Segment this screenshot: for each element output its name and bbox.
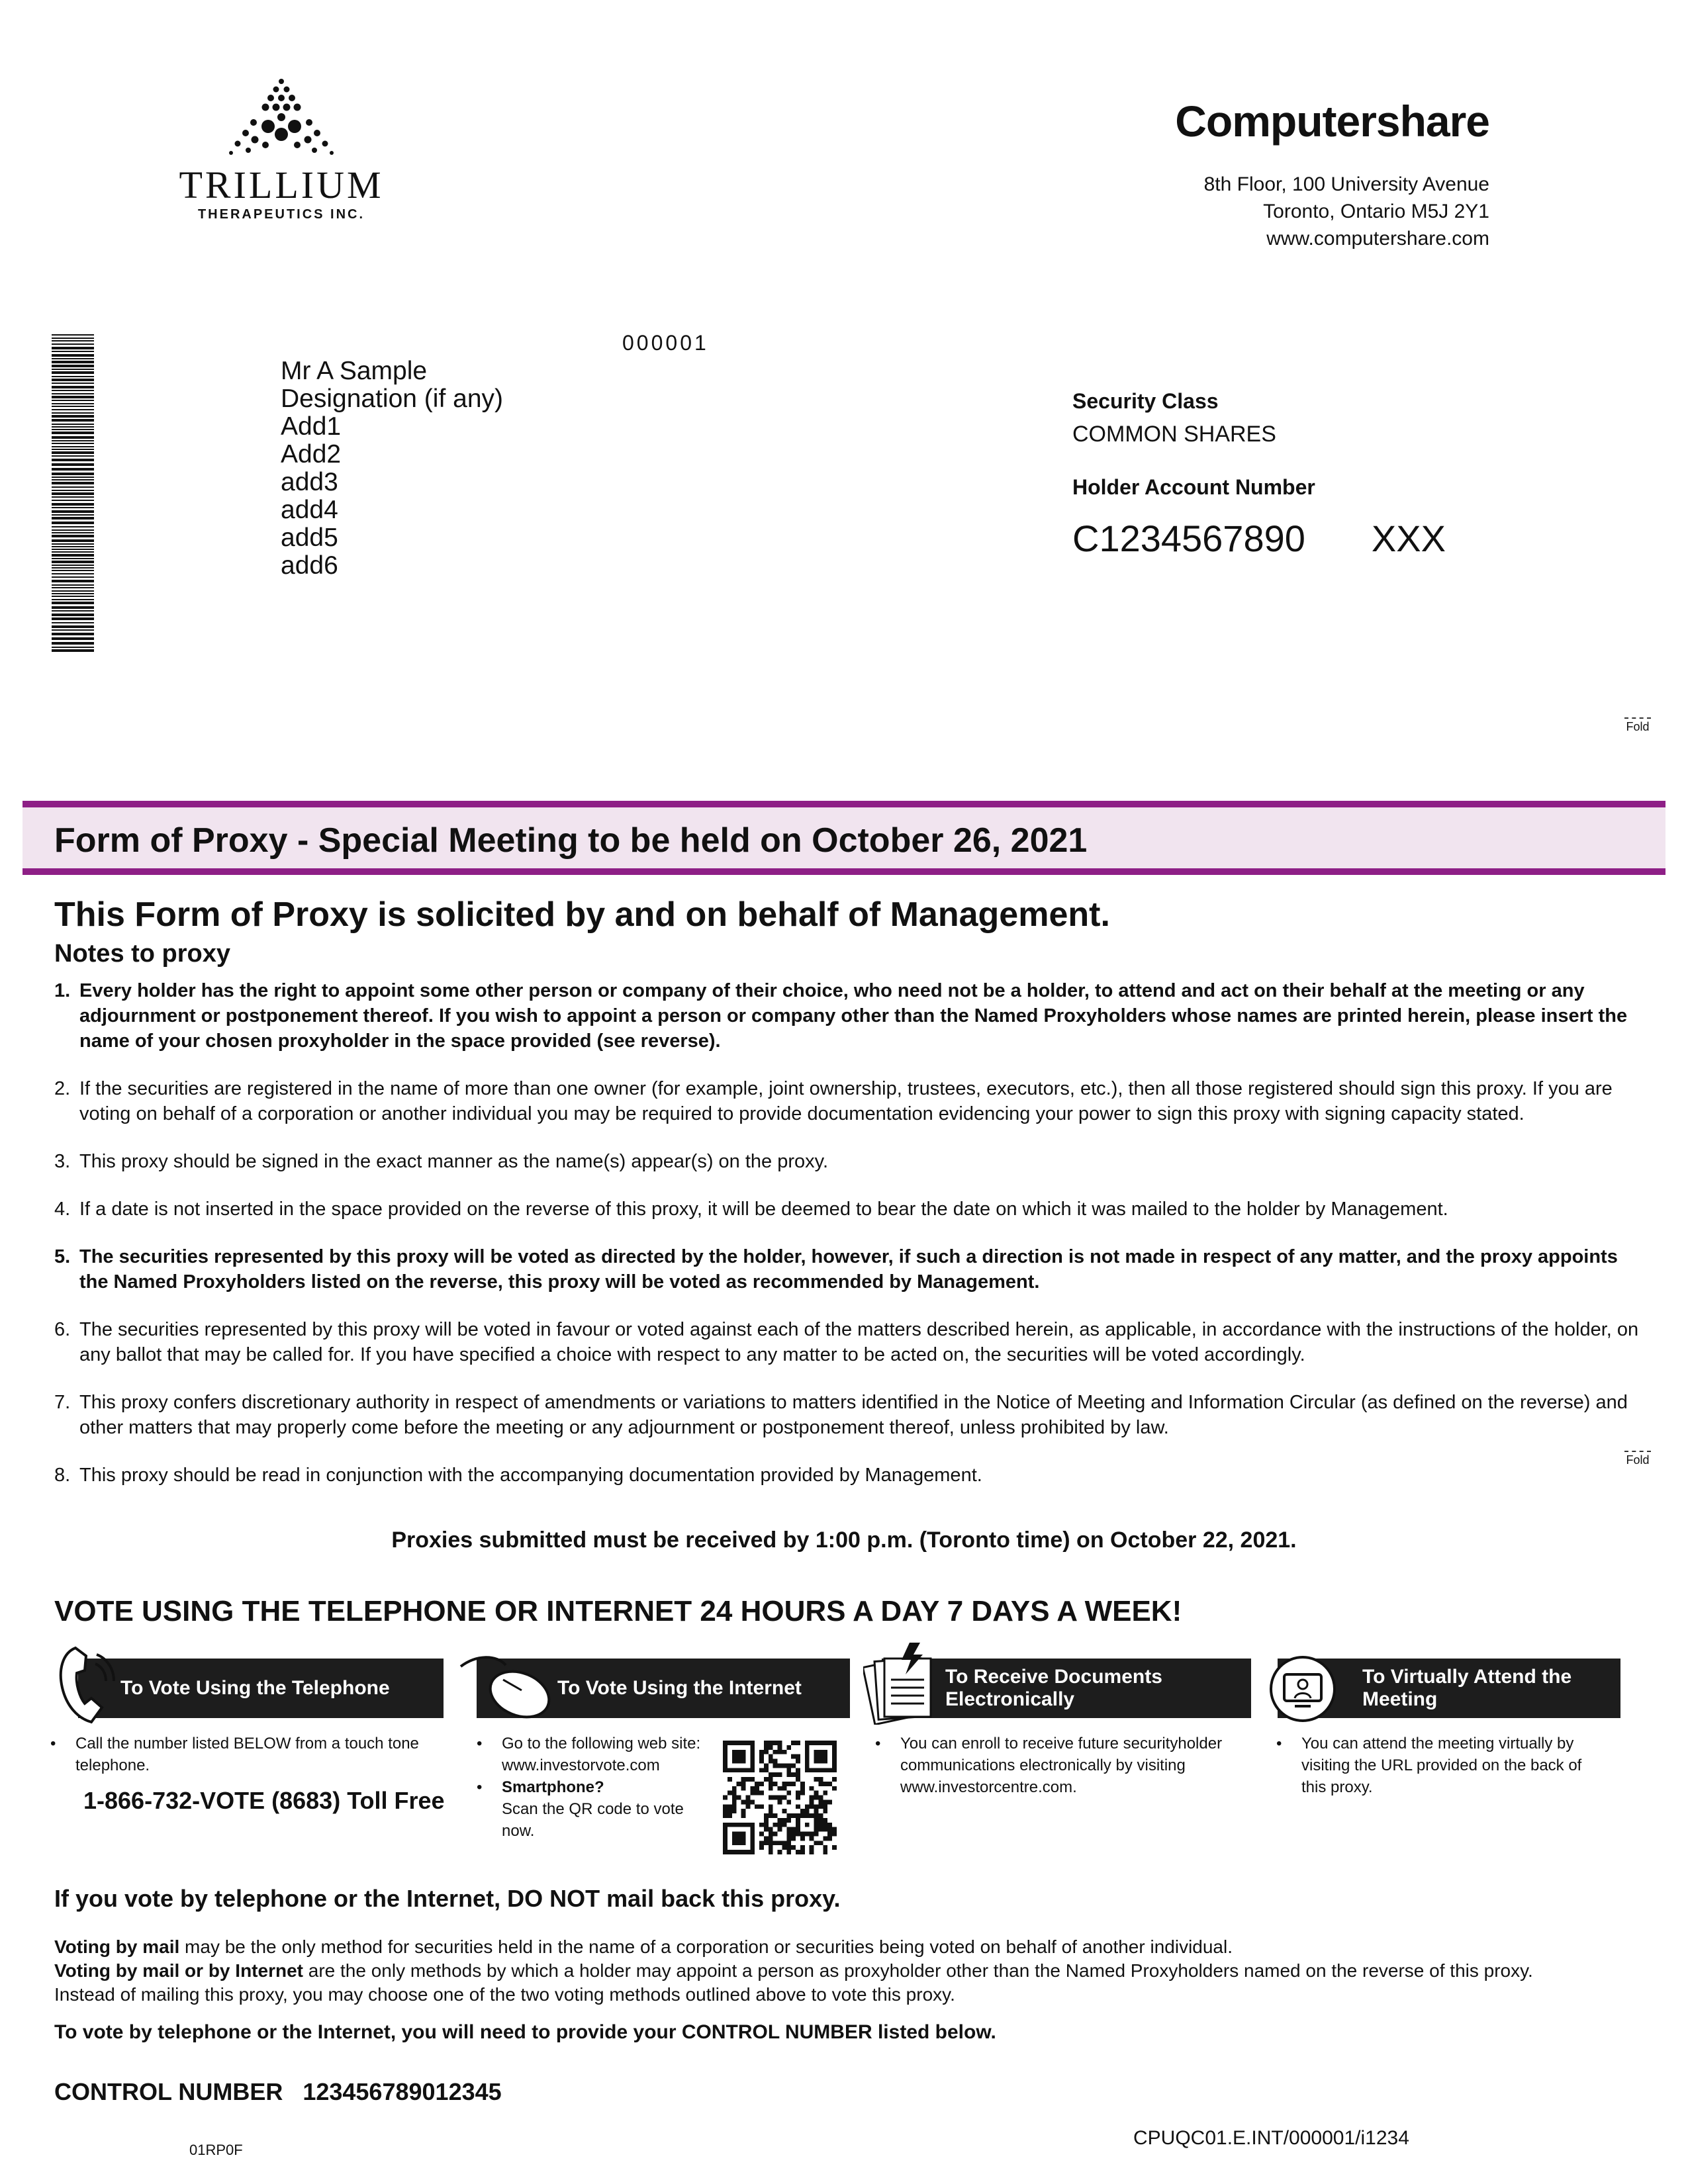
- note-text: Every holder has the right to appoint some other person or company of their choice, who need not be a holder, to attend and act on their behalf at the meeting or any adjournment or postponement thereof. If you wish to appoint a person or company other than the Named Proxyholders whose names are printed herein, please insert the name of your chosen proxyholder in the space provided (see reverse).: [79, 980, 1628, 1052]
- bullet-dot: •: [50, 1735, 56, 1752]
- mail-info-line: [54, 1959, 1656, 1983]
- note-item: [54, 1244, 1643, 1295]
- security-info: [1072, 389, 1446, 560]
- note-number: 5.: [54, 1246, 71, 1267]
- bullet-item: [50, 1733, 421, 1776]
- agent-address: [1204, 171, 1489, 252]
- note-item: [54, 1076, 1643, 1126]
- address-line: add6: [281, 551, 338, 580]
- note-item: [54, 1197, 1643, 1222]
- agent-address-line: Toronto, Ontario M5J 2Y1: [1263, 201, 1489, 222]
- note-text: The securities represented by this proxy will be voted as directed by the holder, however, if such a direction is not made in respect of any matter, and the proxy appoints the Named Proxyholders listed on the reverse, this proxy will be voted as recommended by Management.: [79, 1246, 1618, 1293]
- fold-dash: [1624, 717, 1651, 719]
- bullet-dot: •: [875, 1735, 881, 1752]
- computershare-logo: Computershare: [1175, 97, 1489, 146]
- bullet-dot: •: [477, 1778, 483, 1796]
- security-class-value: COMMON SHARES: [1072, 422, 1276, 447]
- internet-method-title: To Vote Using the Internet: [557, 1677, 802, 1699]
- note-item: [54, 1317, 1643, 1367]
- note-text: If the securities are registered in the name of more than one owner (for example, joint ownership, trustees, executors, etc.), then all those registered should sign this proxy. If you are voting on behalf of a corporation or another individual you may be required to provide documentation evidencing your power to sign this proxy with signing capacity stated.: [79, 1078, 1613, 1124]
- sequence-number: 000001: [622, 331, 709, 355]
- mouse-icon: [457, 1653, 556, 1726]
- notes-heading: Notes to proxy: [54, 940, 231, 968]
- address-line: add5: [281, 523, 338, 552]
- mail-info-bold: Voting by mail or by Internet: [54, 1960, 303, 1981]
- note-text: If a date is not inserted in the space provided on the reverse of this proxy, it will be deemed to bear the date on which it was mailed to the holder by Management.: [79, 1199, 1448, 1220]
- note-item: [54, 978, 1643, 1054]
- agent-address-line: 8th Floor, 100 University Avenue: [1203, 173, 1489, 195]
- mail-info-line: Instead of mailing this proxy, you may choose one of the two voting methods outlined above to vote this proxy.: [54, 1984, 955, 2005]
- bullet-text: You can attend the meeting virtually by visiting the URL provided on the back of this proxy.: [1301, 1735, 1582, 1796]
- address-line: Designation (if any): [281, 385, 503, 413]
- fold-mark: [1624, 1451, 1651, 1467]
- note-number: 4.: [54, 1199, 71, 1220]
- note-item: [54, 1149, 1643, 1174]
- submission-deadline: Proxies submitted must be received by 1:00 p.m. (Toronto time) on October 22, 2021.: [391, 1527, 1297, 1553]
- bullet-text: You can enroll to receive future securityholder communications electronically by visiting www.investorcentre.com.: [900, 1735, 1223, 1796]
- no-mail-warning: If you vote by telephone or the Internet, DO NOT mail back this proxy.: [54, 1885, 841, 1912]
- fold-mark: [1624, 717, 1651, 734]
- document-code: CPUQC01.E.INT/000001/i1234: [1133, 2127, 1409, 2149]
- issuer-subtitle: THERAPEUTICS INC.: [197, 207, 365, 222]
- vote-methods-heading: VOTE USING THE TELEPHONE OR INTERNET 24 HOURS A DAY 7 DAYS A WEEK!: [54, 1595, 1182, 1627]
- telephone-number: 1-866-732-VOTE (8683) Toll Free: [83, 1787, 445, 1814]
- bullet-item: [477, 1733, 715, 1776]
- notes-list: [54, 978, 1643, 1510]
- mailing-address: [281, 357, 503, 580]
- postal-barcode: [52, 334, 94, 652]
- note-text: This proxy should be read in conjunction with the accompanying documentation provided by Management.: [79, 1465, 982, 1486]
- note-number: 3.: [54, 1151, 71, 1172]
- telephone-method-header: [78, 1659, 444, 1718]
- address-line: Add1: [281, 412, 342, 441]
- control-number-value: 123456789012345: [303, 2078, 502, 2105]
- internet-method-desc: [477, 1733, 715, 1842]
- note-item: [54, 1390, 1643, 1440]
- bullet-dot: •: [1276, 1735, 1282, 1752]
- bullet-dot: •: [477, 1735, 483, 1752]
- address-line: Add2: [281, 440, 342, 469]
- control-number-row: [54, 2078, 502, 2106]
- bullet-item: [875, 1733, 1246, 1798]
- note-text: This proxy confers discretionary authority in respect of amendments or variations to matters identified in the Notice of Meeting and Information Circular (as defined on the reverse) and other matters that may properly come before the meeting or any adjournment or postponement thereof, unless prohibited by law.: [79, 1392, 1628, 1438]
- documents-icon: [863, 1640, 941, 1725]
- form-code: 01RP0F: [189, 2142, 243, 2158]
- attend-method-desc: [1276, 1733, 1607, 1798]
- mail-info-line: [54, 1935, 1656, 1959]
- mail-info-text: may be the only method for securities held in the name of a corporation or securities being voted on behalf of another individual.: [179, 1936, 1233, 1957]
- address-line: add4: [281, 496, 338, 524]
- telephone-method-title: To Vote Using the Telephone: [120, 1677, 390, 1699]
- documents-method-desc: [875, 1733, 1246, 1798]
- mail-voting-info: [54, 1935, 1656, 2007]
- smartphone-label: Smartphone?: [502, 1778, 604, 1796]
- note-item: [54, 1463, 1643, 1488]
- bullet-text: Call the number listed BELOW from a touch tone telephone.: [75, 1735, 419, 1774]
- note-text: The securities represented by this proxy will be voted in favour or voted against each of the matters described herein, as applicable, in accordance with the instructions of the holder, on any ballot that may be called for. If you have specified a choice with respect to any matter to be acted on, the securities will be voted accordingly.: [79, 1319, 1639, 1365]
- trillium-flower-icon: [228, 76, 334, 156]
- issuer-name: TRILLIUM: [179, 163, 384, 206]
- holder-account-suffix: XXX: [1371, 518, 1446, 559]
- note-number: 2.: [54, 1078, 71, 1099]
- bullet-item: [477, 1776, 715, 1842]
- virtual-meeting-icon: [1268, 1655, 1337, 1723]
- holder-account-row: [1072, 517, 1446, 560]
- smartphone-text: Scan the QR code to vote now.: [502, 1800, 684, 1840]
- fold-label: Fold: [1626, 720, 1650, 733]
- mail-info-bold: Voting by mail: [54, 1936, 180, 1957]
- address-line: add3: [281, 468, 338, 496]
- control-number-label: CONTROL NUMBER: [54, 2078, 283, 2105]
- mail-info-text: are the only methods by which a holder may appoint a person as proxyholder other than the Named Proxyholders named on the reverse of this proxy.: [303, 1960, 1533, 1981]
- control-number-intro: To vote by telephone or the Internet, you will need to provide your CONTROL NUMBER listed below.: [54, 2021, 996, 2043]
- holder-account-number: C1234567890: [1072, 518, 1305, 559]
- note-text: This proxy should be signed in the exact manner as the name(s) appear(s) on the proxy.: [79, 1151, 829, 1172]
- fold-dash: [1624, 1451, 1651, 1452]
- note-number: 6.: [54, 1319, 71, 1340]
- trillium-logo: [172, 76, 391, 228]
- note-number: 1.: [54, 980, 71, 1001]
- banner-title: Form of Proxy - Special Meeting to be held on October 26, 2021: [54, 821, 1088, 860]
- agent-address-line: www.computershare.com: [1266, 228, 1489, 250]
- qr-code: [723, 1741, 837, 1854]
- address-line: Mr A Sample: [281, 357, 428, 385]
- note-number: 8.: [54, 1465, 71, 1486]
- smartphone-block: [502, 1776, 715, 1842]
- fold-label: Fold: [1626, 1453, 1650, 1467]
- bullet-text: Go to the following web site: www.investorvote.com: [502, 1735, 701, 1774]
- security-class-label: Security Class: [1072, 389, 1219, 413]
- telephone-method-desc: [50, 1733, 421, 1776]
- note-number: 7.: [54, 1392, 71, 1413]
- documents-method-title: To Receive Documents Electronically: [945, 1666, 1162, 1710]
- holder-account-label: Holder Account Number: [1072, 475, 1315, 499]
- telephone-icon: [56, 1644, 117, 1726]
- bullet-item: [1276, 1733, 1607, 1798]
- solicitation-heading: This Form of Proxy is solicited by and on behalf of Management.: [54, 895, 1110, 934]
- attend-method-title: To Virtually Attend the Meeting: [1362, 1666, 1572, 1710]
